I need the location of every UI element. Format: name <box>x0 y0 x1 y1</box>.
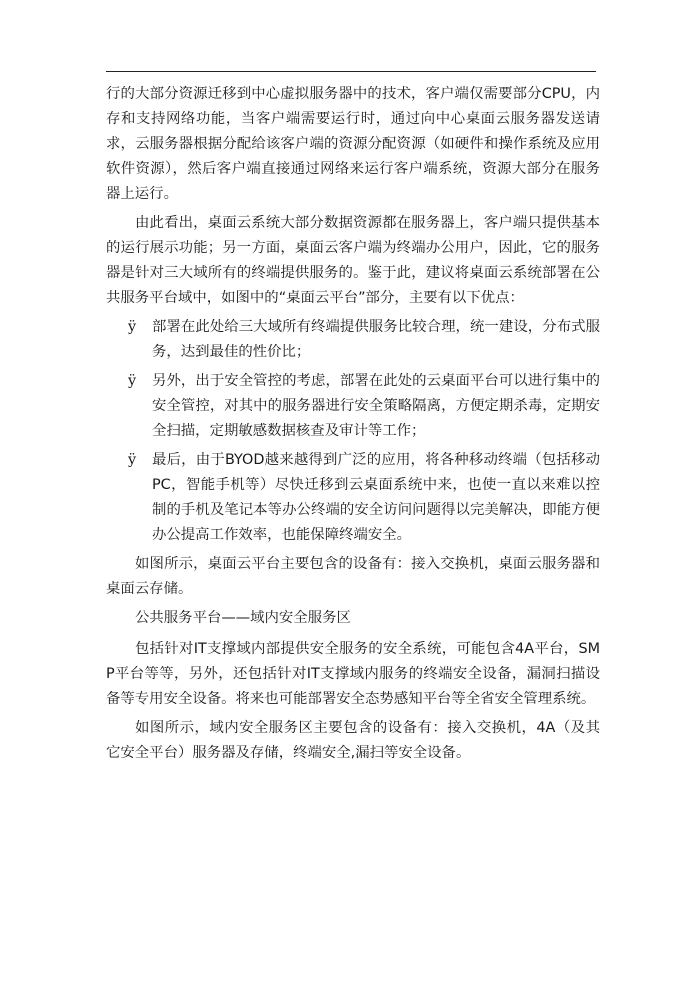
header-rule <box>106 71 596 72</box>
paragraph-desktop-cloud-devices: 如图所示，桌面云平台主要包含的设备有：接入交换机，桌面云服务器和桌面云存储。 <box>106 556 600 597</box>
bullet-item <box>106 315 600 365</box>
bullet-item <box>106 369 600 444</box>
bullet-marker: ÿ <box>128 319 137 335</box>
paragraph-continuation: 行的大部分资源迁移到中心虚拟服务器中的技术，客户端仅需要部分CPU，内存和支持网络功能，当客户端需要运行时，通过向中心桌面云服务器发送请求，云服务器根据分配给该客户端的资源分配资源（如硬件和操作系统及应用软件资源），然后客户端直接通过网络来运行客户端系统，资源大部分在服务器上运行。 <box>106 86 600 202</box>
paragraph-security-devices: 如图所示，域内安全服务区主要包含的设备有：接入交换机，4A（及其它安全平台）服务器及存储，终端安全,漏扫等安全设备。 <box>106 720 600 761</box>
bullet-text: 部署在此处给三大域所有终端提供服务比较合理，统一建设，分布式服务，达到最佳的性价比； <box>152 319 600 360</box>
bullet-marker: ÿ <box>128 452 137 468</box>
bullet-item <box>106 448 600 548</box>
bullet-text: 另外，出于安全管控的考虑，部署在此处的云桌面平台可以进行集中的安全管控，对其中的服务器进行安全策略隔离，方便定期杀毒，定期安全扫描，定期敏感数据核查及审计等工作； <box>152 373 600 439</box>
paragraph-analysis: 由此看出，桌面云系统大部分数据资源都在服务器上，客户端只提供基本的运行展示功能；另一方面，桌面云客户端为终端办公用户，因此，它的服务器是针对三大域所有的终端提供服务的。鉴于此，建议将桌面云系统部署在公共服务平台域中，如图中的“桌面云平台”部分，主要有以下优点： <box>106 215 600 306</box>
document-body <box>106 82 600 770</box>
paragraph-security-service: 包括针对IT支撑域内部提供安全服务的安全系统，可能包含4A平台，SMP平台等等，另外，还包括针对IT支撑域内服务的终端安全设备，漏洞扫描设备等专用安全设备。将来也可能部署安全态势感知平台等全省安全管理系统。 <box>106 641 600 707</box>
bullet-marker: ÿ <box>128 373 137 389</box>
bullet-text: 最后，由于BYOD越来越得到广泛的应用，将各种移动终端（包括移动PC，智能手机等）尽快迁移到云桌面系统中来，也使一直以来难以控制的手机及笔记本等办公终端的安全访问问题得以完美解决，即能方便办公提高工作效率，也能保障终端安全。 <box>152 452 600 543</box>
section-heading: 公共服务平台——域内安全服务区 <box>135 610 351 626</box>
